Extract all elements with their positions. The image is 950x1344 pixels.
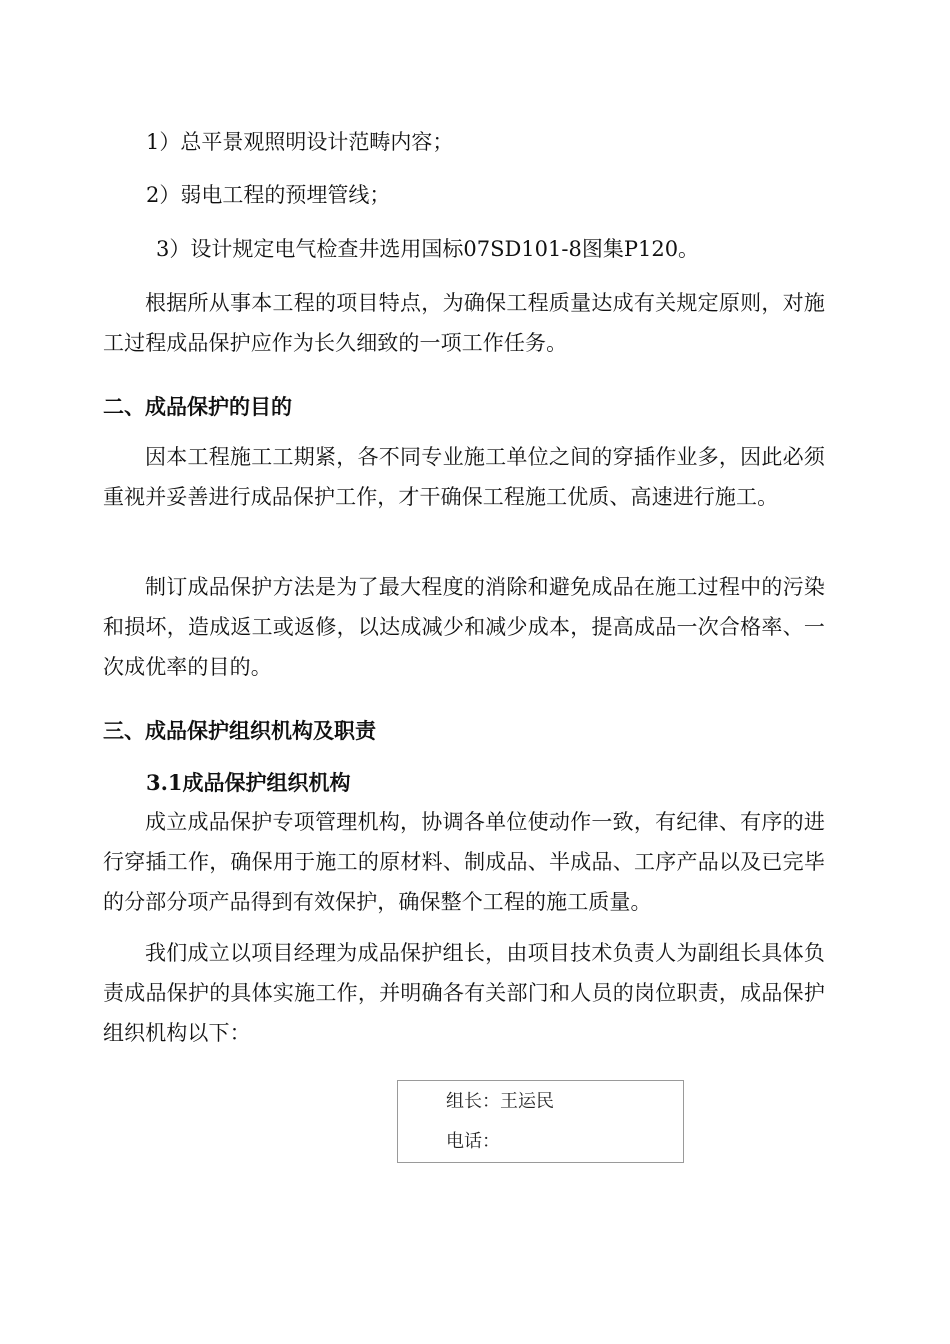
section-2-paragraph-2: 制订成品保护方法是为了最大程度的消除和避免成品在施工过程中的污染和损坏，造成返工或返修，以达成减少和减少成本，提高成品一次合格率、一次成优率的目的。 <box>103 575 825 679</box>
list-item-3: 3）设计规定电气检查井选用国标07SD101-8图集P120。 <box>156 237 700 261</box>
list-item-2: 2）弱电工程的预埋管线； <box>146 183 391 207</box>
section-3-1-heading: 3.1成品保护组织机构 <box>146 770 351 795</box>
section-2-heading: 二、成品保护的目的 <box>103 394 292 419</box>
list-item-1: 1）总平景观照明设计范畴内容； <box>146 130 454 154</box>
intro-paragraph: 根据所从事本工程的项目特点，为确保工程质量达成有关规定原则，对施工过程成品保护应作为长久细致的一项工作任务。 <box>103 291 825 355</box>
section-3-paragraph-2: 我们成立以项目经理为成品保护组长，由项目技术负责人为副组长具体负责成品保护的具体实施工作，并明确各有关部门和人员的岗位职责，成品保护组织机构以下： <box>103 941 825 1045</box>
section-3-heading: 三、成品保护组织机构及职责 <box>103 718 376 743</box>
section-2-paragraph-1: 因本工程施工工期紧，各不同专业施工单位之间的穿插作业多，因此必须重视并妥善进行成品保护工作，才干确保工程施工优质、高速进行施工。 <box>103 445 825 509</box>
org-chart-box <box>397 1080 684 1163</box>
org-leader-label: 组长：王运民 <box>446 1091 554 1112</box>
section-3-paragraph-1: 成立成品保护专项管理机构，协调各单位使动作一致，有纪律、有序的进行穿插工作，确保用于施工的原材料、制成品、半成品、工序产品以及已完毕的分部分项产品得到有效保护，确保整个工程的施工质量。 <box>103 810 825 914</box>
org-phone-label: 电话： <box>446 1131 500 1152</box>
